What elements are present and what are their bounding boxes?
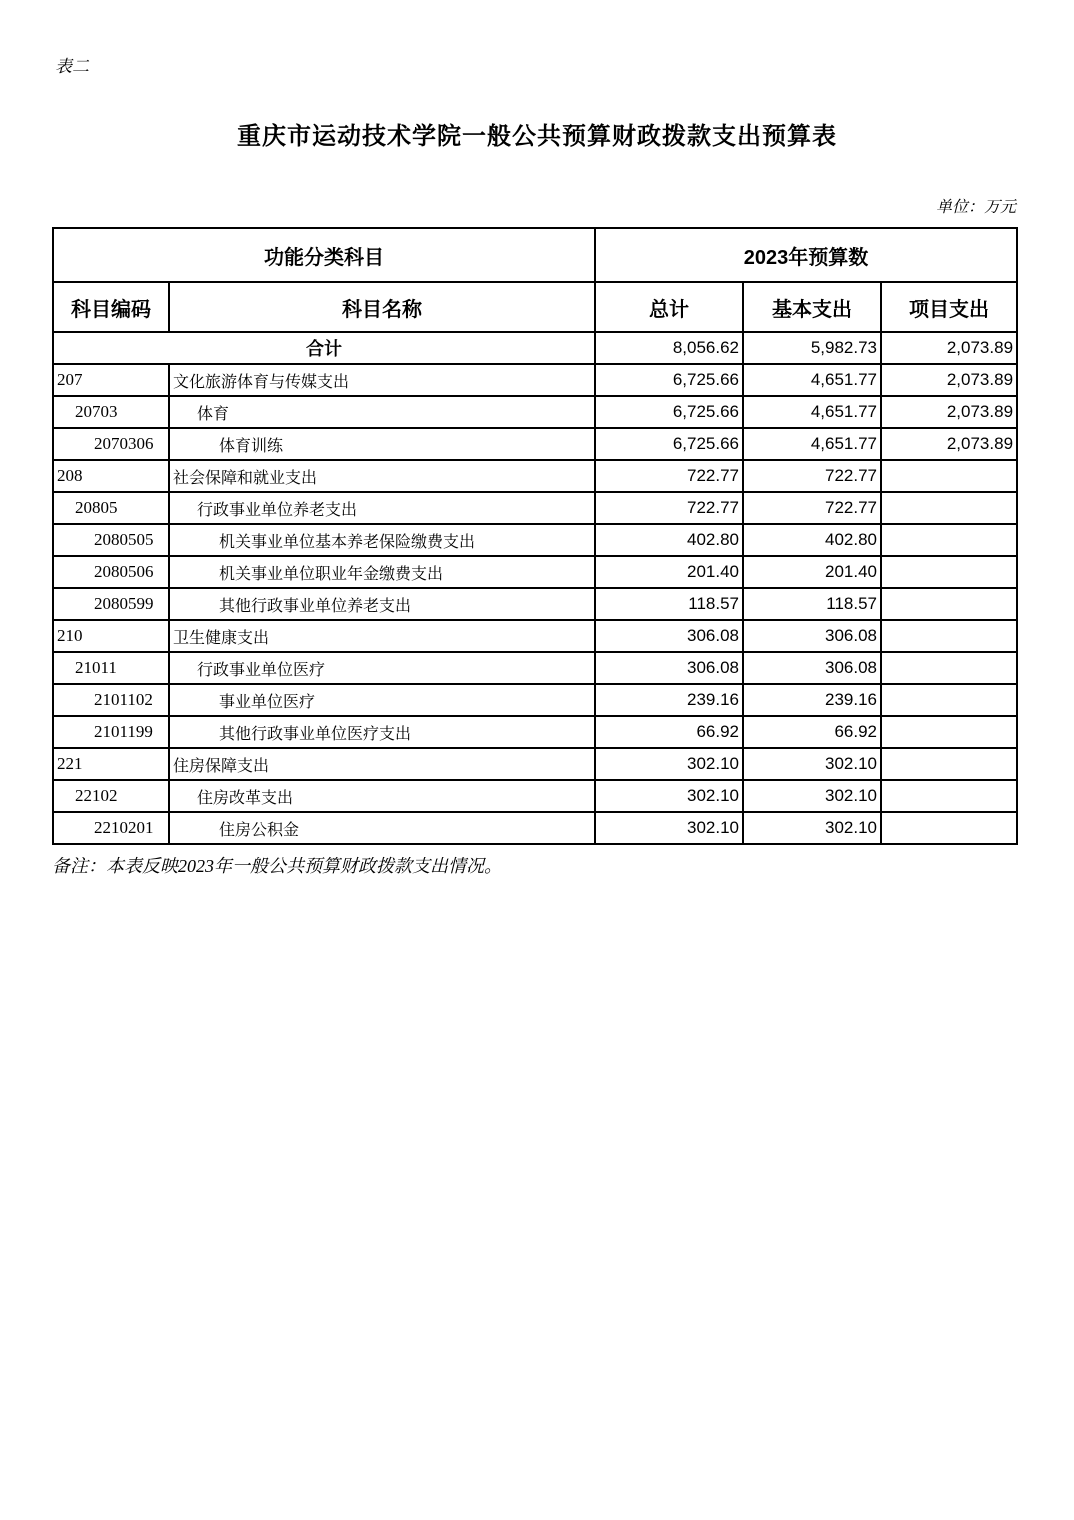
project-expenditure-cell: 2,073.89 [881,428,1017,460]
subject-name-cell: 行政事业单位养老支出 [169,492,595,524]
budget-table-body [53,332,1017,844]
page-title: 重庆市运动技术学院一般公共预算财政拨款支出预算表 [237,124,837,150]
subject-code-cell: 2080505 [53,524,169,556]
sheet-label: 表二 [55,57,89,76]
total-value-cell: 302.10 [595,748,743,780]
budget-table-header [53,228,1017,332]
subject-code-cell: 208 [53,460,169,492]
project-expenditure-cell [881,748,1017,780]
basic-expenditure-cell: 722.77 [743,460,881,492]
table-row [53,364,1017,396]
subject-name-cell: 机关事业单位职业年金缴费支出 [169,556,595,588]
subject-code-cell: 22102 [53,780,169,812]
basic-expenditure-cell: 402.80 [743,524,881,556]
subject-code-cell: 210 [53,620,169,652]
total-value-cell: 722.77 [595,492,743,524]
subject-name-cell: 住房改革支出 [169,780,595,812]
basic-expenditure-cell: 118.57 [743,588,881,620]
project-expenditure-cell: 2,073.89 [881,396,1017,428]
unit-note: 单位：万元 [935,199,1016,216]
subject-name-cell: 社会保障和就业支出 [169,460,595,492]
header-subject-name: 科目名称 [169,282,595,332]
header-subject-code: 科目编码 [53,282,169,332]
total-value-cell: 302.10 [595,780,743,812]
project-expenditure-cell [881,460,1017,492]
subject-name-cell: 体育 [169,396,595,428]
subject-name-cell: 住房公积金 [169,812,595,844]
total-row [53,332,1017,364]
total-value-cell: 6,725.66 [595,428,743,460]
table-row [53,812,1017,844]
basic-expenditure-cell: 239.16 [743,684,881,716]
project-expenditure-cell [881,812,1017,844]
budget-table [52,227,1018,845]
basic-expenditure-cell: 306.08 [743,652,881,684]
total-value-cell: 201.40 [595,556,743,588]
basic-expenditure-cell: 722.77 [743,492,881,524]
basic-expenditure-cell: 4,651.77 [743,364,881,396]
subject-code-cell: 2101102 [53,684,169,716]
total-value-cell: 118.57 [595,588,743,620]
table-row [53,620,1017,652]
header-function-category: 功能分类科目 [53,228,595,282]
subject-name-cell: 其他行政事业单位养老支出 [169,588,595,620]
project-expenditure-cell [881,524,1017,556]
basic-expenditure-cell: 302.10 [743,780,881,812]
table-row [53,780,1017,812]
table-row [53,492,1017,524]
total-value-cell: 239.16 [595,684,743,716]
total-value-cell: 302.10 [595,812,743,844]
total-value-cell: 722.77 [595,460,743,492]
subject-name-cell: 事业单位医疗 [169,684,595,716]
basic-expenditure-cell: 4,651.77 [743,428,881,460]
project-expenditure-cell [881,716,1017,748]
total-row-basic: 5,982.73 [743,332,881,364]
subject-code-cell: 2070306 [53,428,169,460]
table-row [53,748,1017,780]
basic-expenditure-cell: 66.92 [743,716,881,748]
subject-code-cell: 2080599 [53,588,169,620]
subject-name-cell: 机关事业单位基本养老保险缴费支出 [169,524,595,556]
subject-code-cell: 20805 [53,492,169,524]
project-expenditure-cell [881,556,1017,588]
subject-name-cell: 文化旅游体育与传媒支出 [169,364,595,396]
total-value-cell: 6,725.66 [595,364,743,396]
subject-name-cell: 住房保障支出 [169,748,595,780]
project-expenditure-cell [881,684,1017,716]
subject-name-cell: 体育训练 [169,428,595,460]
subject-code-cell: 207 [53,364,169,396]
basic-expenditure-cell: 201.40 [743,556,881,588]
project-expenditure-cell [881,492,1017,524]
subject-code-cell: 20703 [53,396,169,428]
table-row [53,428,1017,460]
total-value-cell: 306.08 [595,652,743,684]
subject-code-cell: 221 [53,748,169,780]
header-project-expenditure: 项目支出 [881,282,1017,332]
header-columns-row [53,282,1017,332]
total-value-cell: 6,725.66 [595,396,743,428]
total-value-cell: 306.08 [595,620,743,652]
total-value-cell: 402.80 [595,524,743,556]
table-row [53,396,1017,428]
project-expenditure-cell [881,620,1017,652]
total-row-label: 合计 [53,332,595,364]
subject-name-cell: 行政事业单位医疗 [169,652,595,684]
total-value-cell: 66.92 [595,716,743,748]
table-row [53,460,1017,492]
table-row [53,524,1017,556]
basic-expenditure-cell: 302.10 [743,812,881,844]
total-row-project: 2,073.89 [881,332,1017,364]
header-budget-year: 2023年预算数 [595,228,1017,282]
basic-expenditure-cell: 4,651.77 [743,396,881,428]
subject-code-cell: 2101199 [53,716,169,748]
project-expenditure-cell [881,780,1017,812]
project-expenditure-cell [881,652,1017,684]
subject-name-cell: 卫生健康支出 [169,620,595,652]
subject-code-cell: 2080506 [53,556,169,588]
table-row [53,716,1017,748]
basic-expenditure-cell: 306.08 [743,620,881,652]
project-expenditure-cell: 2,073.89 [881,364,1017,396]
header-basic-expenditure: 基本支出 [743,282,881,332]
subject-code-cell: 21011 [53,652,169,684]
subject-name-cell: 其他行政事业单位医疗支出 [169,716,595,748]
table-row [53,556,1017,588]
header-group-row [53,228,1017,282]
total-row-total: 8,056.62 [595,332,743,364]
table-row [53,588,1017,620]
header-total: 总计 [595,282,743,332]
footer-note: 备注：本表反映2023年一般公共预算财政拨款支出情况。 [52,856,502,876]
basic-expenditure-cell: 302.10 [743,748,881,780]
table-row [53,684,1017,716]
project-expenditure-cell [881,588,1017,620]
table-row [53,652,1017,684]
subject-code-cell: 2210201 [53,812,169,844]
